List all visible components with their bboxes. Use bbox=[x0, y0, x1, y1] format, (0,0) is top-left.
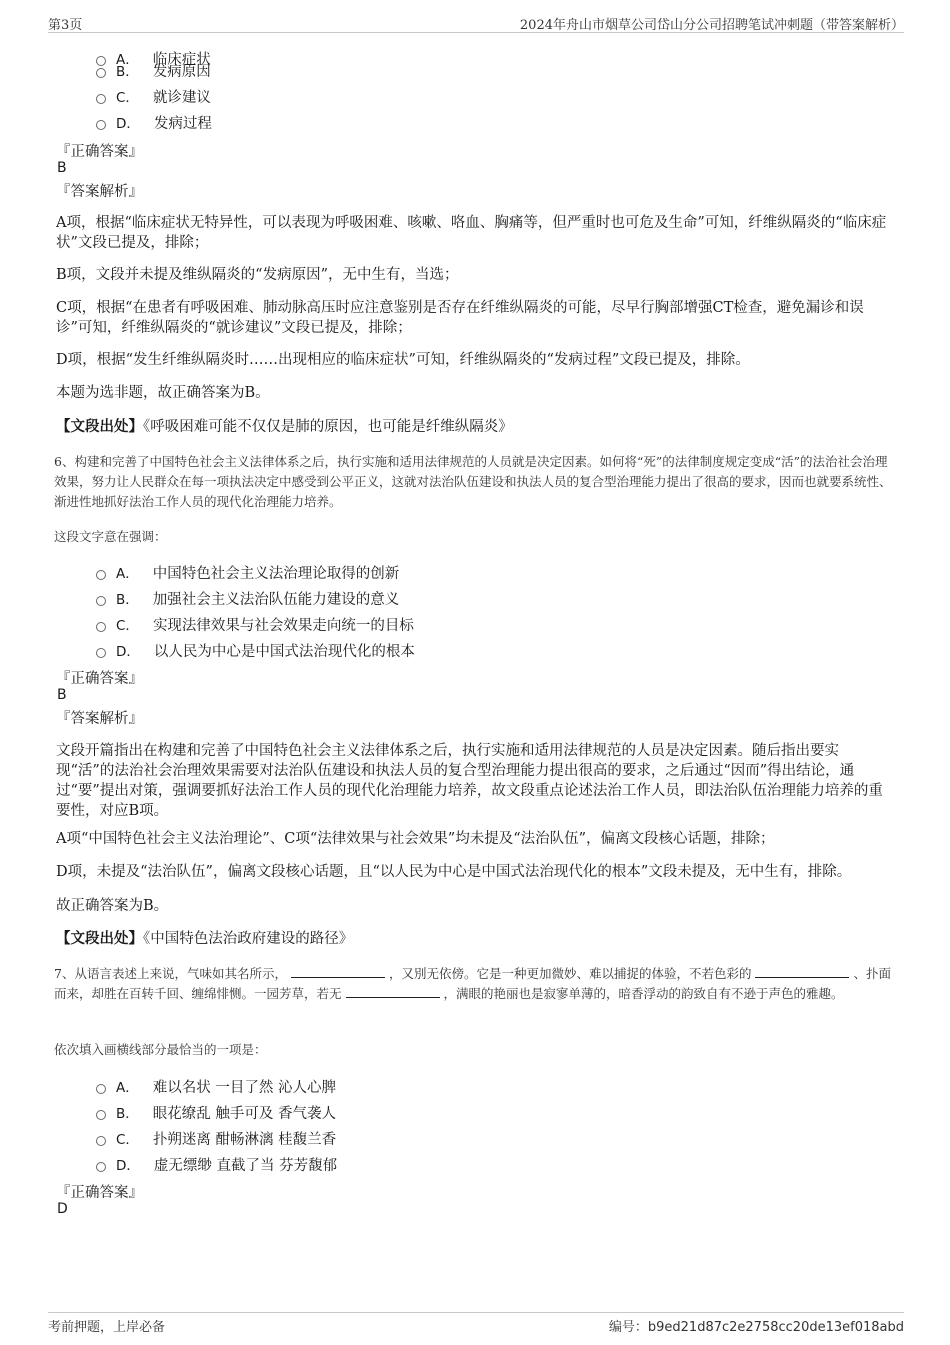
q7-answer: D bbox=[57, 1201, 68, 1217]
q6-source bbox=[56, 929, 892, 949]
q5-analysis-a: A项，根据“临床症状无特异性，可以表现为呼吸困难、咳嗽、咯血、胸痛等，但严重时也可危及生命”可知，纤维纵隔炎的“临床症状”文段已提及，排除； bbox=[56, 215, 887, 251]
q5-answer: B bbox=[57, 160, 67, 176]
radio-icon[interactable] bbox=[96, 94, 106, 104]
q6-analysis-label: 『答案解析』 bbox=[56, 711, 143, 727]
radio-icon[interactable] bbox=[96, 68, 106, 78]
radio-icon[interactable] bbox=[96, 1136, 106, 1146]
fill-blank[interactable] bbox=[346, 985, 440, 998]
q5-option-b[interactable]: B． 发病原因 bbox=[96, 60, 211, 80]
q6-option-b[interactable]: B． 加强社会主义法治队伍能力建设的意义 bbox=[96, 588, 399, 608]
source-label: 【文段出处】 bbox=[56, 930, 143, 947]
q5-option-c[interactable]: C． 就诊建议 bbox=[96, 86, 211, 106]
q6-conclusion: 故正确答案为B。 bbox=[56, 898, 169, 914]
q5-correct-answer-label: 『正确答案』 bbox=[56, 144, 143, 160]
source-title: 《呼吸困难可能不仅仅是肺的原因，也可能是纤维纵隔炎》 bbox=[143, 419, 513, 435]
fill-blank[interactable] bbox=[755, 965, 849, 978]
q6-prompt: 这段文字意在强调： bbox=[54, 529, 167, 544]
source-title: 《中国特色法治政府建设的路径》 bbox=[143, 931, 354, 947]
q7-correct-answer-label: 『正确答案』 bbox=[56, 1185, 143, 1201]
source-label: 【文段出处】 bbox=[56, 418, 143, 435]
q5-source bbox=[56, 417, 892, 437]
q5-analysis-b: B项，文段并未提及维纵隔炎的“发病原因”，无中生有，当选； bbox=[56, 267, 459, 283]
q6-option-c[interactable]: C． 实现法律效果与社会效果走向统一的目标 bbox=[96, 614, 414, 634]
radio-icon[interactable] bbox=[96, 1110, 106, 1120]
q7-stem: 7、从语言表述上来说，气味如其名所示， ，又別无依傍。它是一种更加微妙、难以捕捉的体验，不若色彩的 、扑面而来，却胜在百转千回、缠绵悱恻。一园芳草，若无 ，满眼的艳丽也是寂寥单薄的，暗香浮动的韵致自有不逊于声色的雅趣。 bbox=[54, 966, 891, 1001]
document-title: 2024年舟山市烟草公司岱山分公司招聘笔试冲刺题（带答案解析） bbox=[519, 18, 904, 33]
q6-option-a[interactable]: A． 中国特色社会主义法治理论取得的创新 bbox=[96, 562, 399, 582]
radio-icon[interactable] bbox=[96, 622, 106, 632]
fill-blank[interactable] bbox=[291, 965, 385, 978]
q7-option-c[interactable]: C． 扑朔迷离 酣畅淋漓 桂馥兰香 bbox=[96, 1128, 336, 1148]
q6-stem: 6、构建和完善了中国特色社会主义法律体系之后，执行实施和适用法律规范的人员就是决定因素。如何将“死”的法律制度规定变成“活”的法治社会治理效果，努力让人民群众在每一项执法决定中感受到公平正义，这就对法治队伍建设和执法人员的复合型治理能力提出了很高的要求，因而也就要系统性、渐进性地抓好法治工作人员的现代化治理能力培养。 bbox=[54, 454, 892, 509]
q6-analysis-d: D项，未提及“法治队伍”，偏离文段核心话题，且“以人民为中心是中国式法治现代化的根本”文段未提及，无中生有，排除。 bbox=[56, 864, 852, 880]
q5-conclusion: 本题为选非题，故正确答案为B。 bbox=[56, 385, 270, 401]
q6-analysis-main: 文段开篇指出在构建和完善了中国特色社会主义法律体系之后，执行实施和适用法律规范的人员是决定因素。随后指出要实现“活”的法治社会治理效果需要对法治队伍建设和执法人员的复合型治理能力提出很高的要求，之后通过“因而”得出结论，通过“要”提出对策，强调要抓好法治工作人员的现代化治理能力培养，故文段重点论述法治工作人员，即法治队伍治理能力培养的重要性，对应B项。 bbox=[56, 743, 883, 819]
q5-analysis-d: D项，根据“发生纤维纵隔炎时……出现相应的临床症状”可知，纤维纵隔炎的“发病过程”文段已提及，排除。 bbox=[56, 352, 750, 368]
radio-icon[interactable] bbox=[96, 648, 106, 658]
q7-prompt: 依次填入画横线部分最恰当的一项是： bbox=[54, 1042, 267, 1057]
q7-option-d[interactable]: D． 虚无缥缈 直截了当 芬芳馥郁 bbox=[96, 1154, 337, 1174]
q5-option-a[interactable]: A． 临床症状 bbox=[96, 48, 211, 68]
q5-option-d[interactable]: D． 发病过程 bbox=[96, 112, 212, 132]
q6-answer: B bbox=[57, 687, 67, 703]
radio-icon[interactable] bbox=[96, 570, 106, 580]
radio-icon[interactable] bbox=[96, 596, 106, 606]
q6-correct-answer-label: 『正确答案』 bbox=[56, 671, 143, 687]
radio-icon[interactable] bbox=[96, 120, 106, 130]
q5-analysis-c: C项，根据“在患者有呼吸困难、肺动脉高压时应注意鉴别是否存在纤维纵隔炎的可能，尽早行胸部增强CT检查，避免漏诊和误诊”可知，纤维纵隔炎的“就诊建议”文段已提及，排除； bbox=[56, 300, 864, 336]
page-number: 第3页 bbox=[48, 18, 83, 33]
footer-slogan: 考前押题，上岸必备 bbox=[48, 1320, 166, 1335]
footer-code: 编号：b9ed21d87c2e2758cc20de13ef018abd bbox=[608, 1320, 904, 1335]
q7-option-b[interactable]: B． 眼花缭乱 触手可及 香气袭人 bbox=[96, 1102, 336, 1122]
page-footer bbox=[48, 1312, 904, 1337]
q6-analysis-ac: A项“中国特色社会主义法治理论”、C项“法律效果与社会效果”均未提及“法治队伍”，偏离文段核心话题，排除； bbox=[56, 831, 775, 847]
q5-analysis-label: 『答案解析』 bbox=[56, 184, 143, 200]
q6-option-d[interactable]: D． 以人民为中心是中国式法治现代化的根本 bbox=[96, 640, 415, 660]
q7-option-a[interactable]: A． 难以名状 一目了然 沁人心脾 bbox=[96, 1076, 336, 1096]
page-header bbox=[48, 12, 904, 33]
radio-icon[interactable] bbox=[96, 1162, 106, 1172]
radio-icon[interactable] bbox=[96, 1084, 106, 1094]
